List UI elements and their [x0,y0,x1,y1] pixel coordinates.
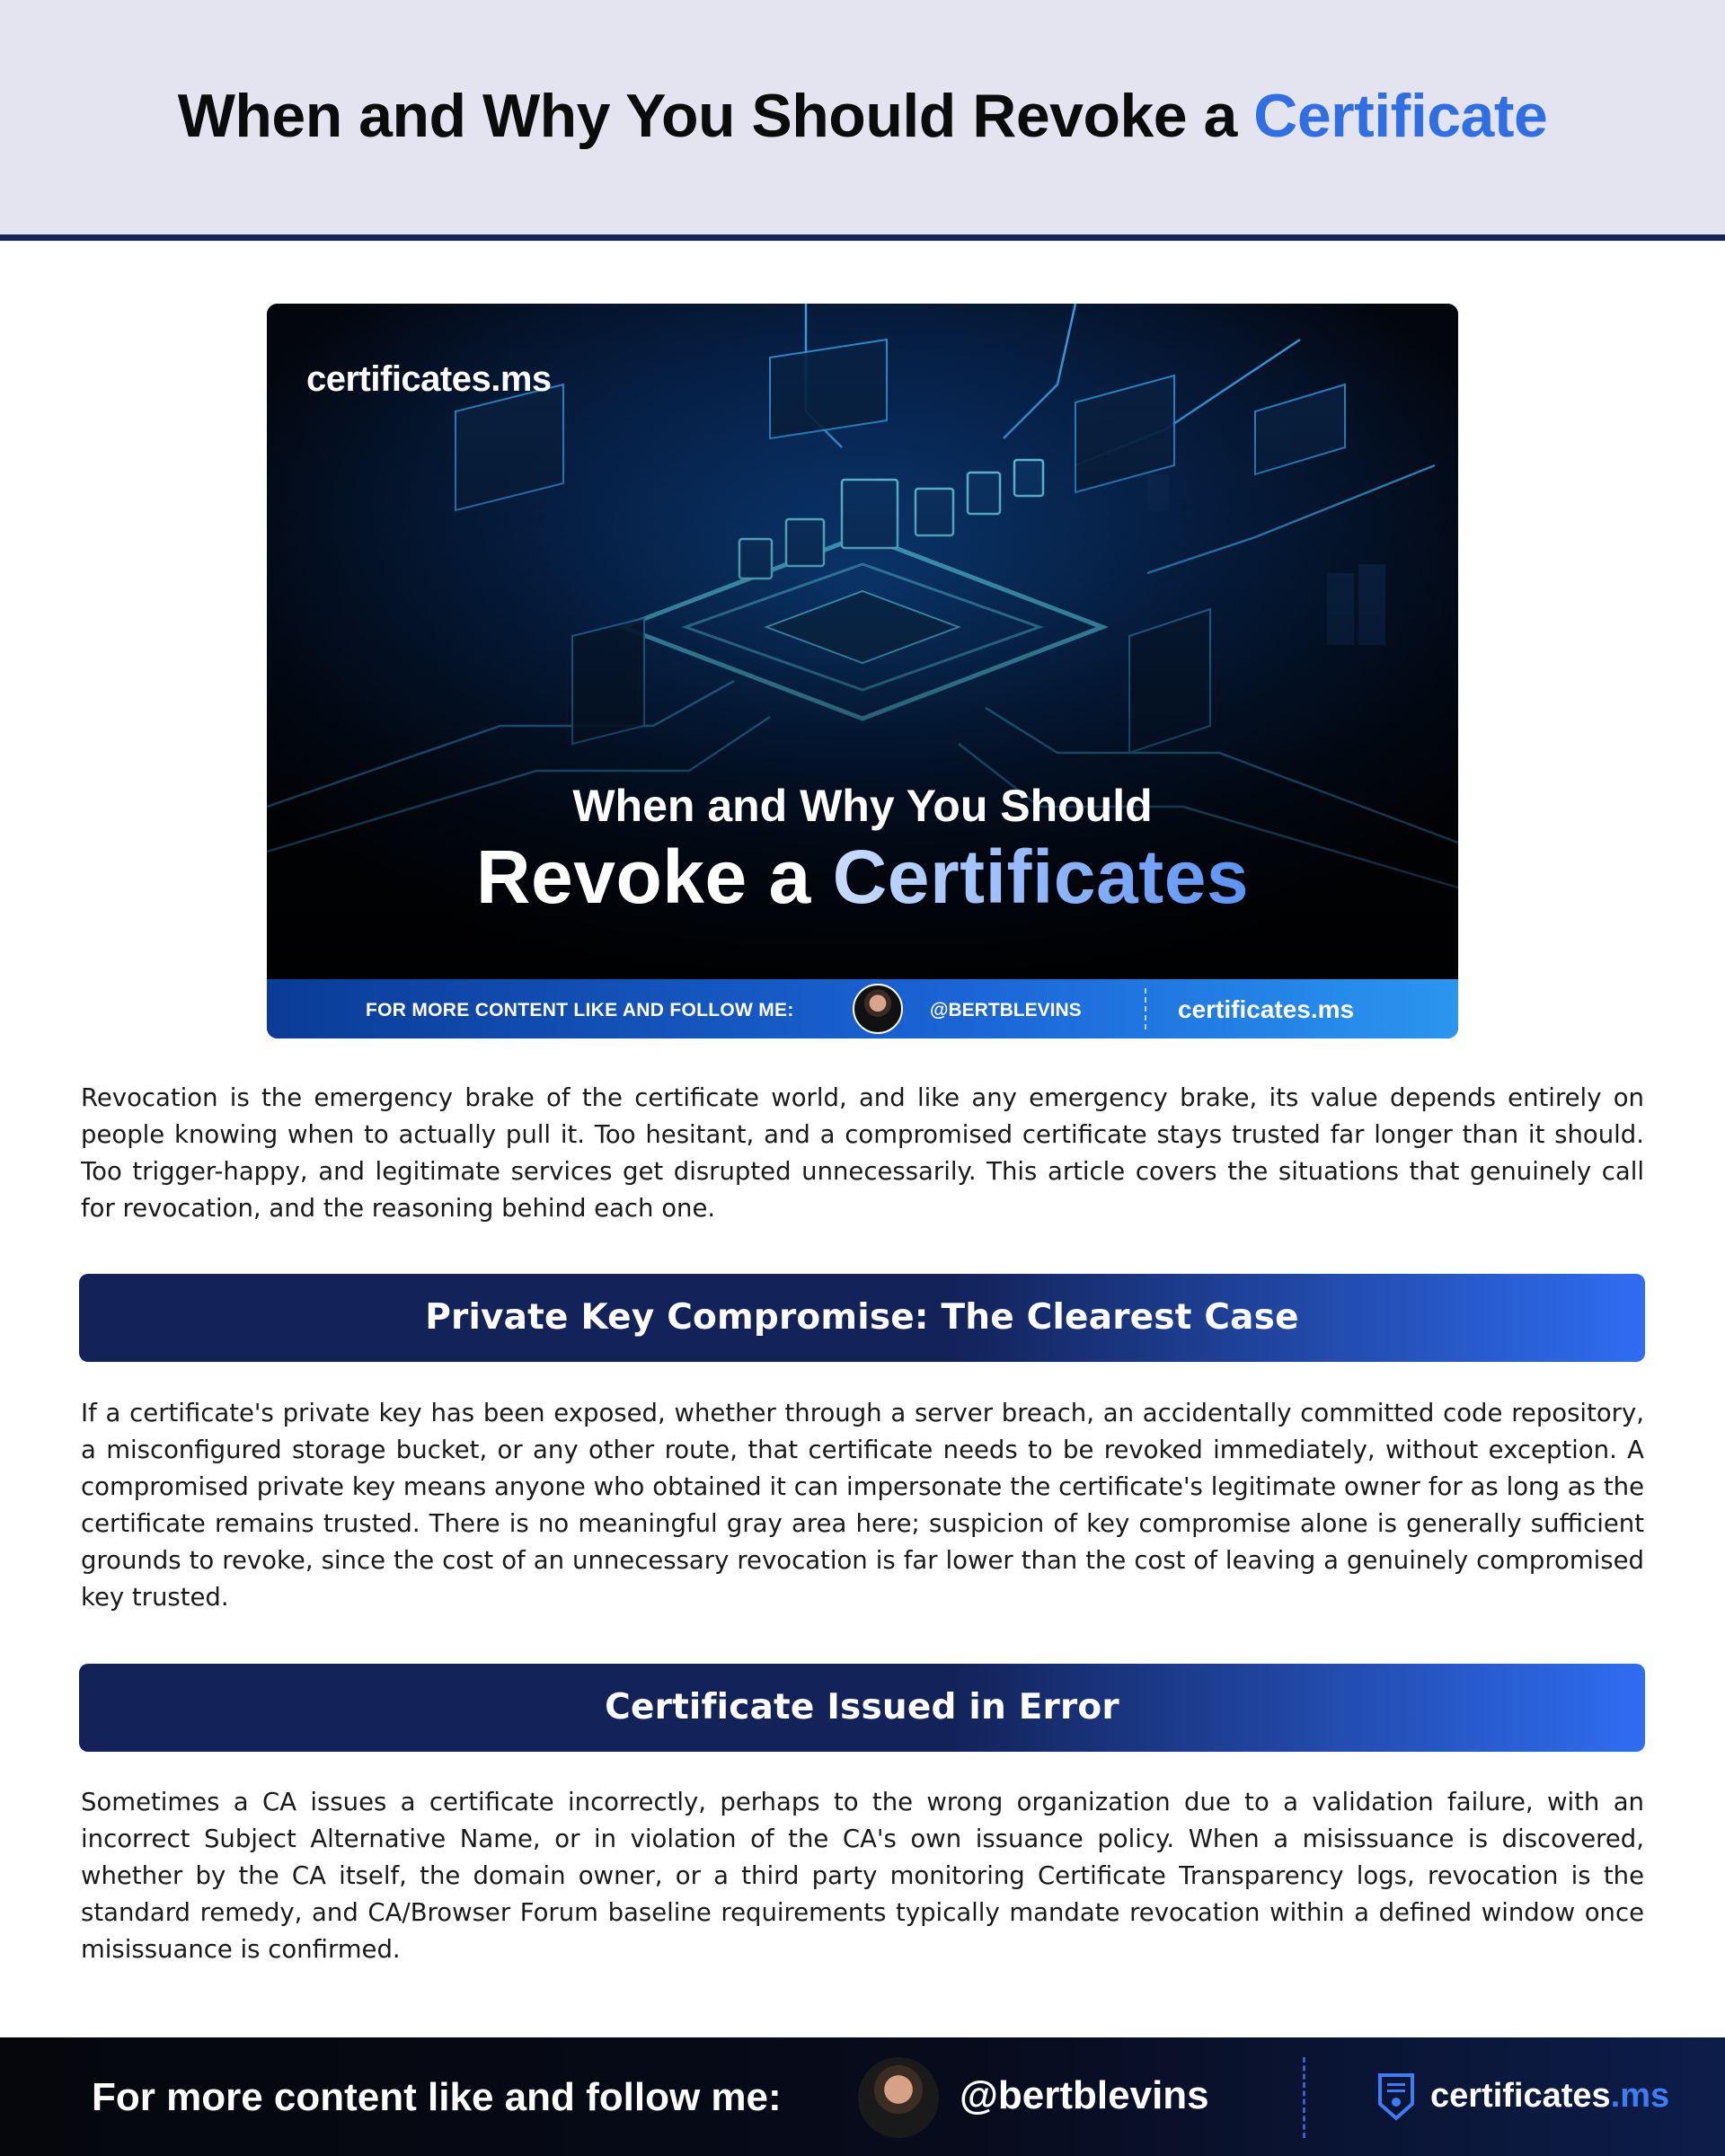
footer-brand-link[interactable] [1430,2077,1669,2116]
page-title-accent: Certificate [1253,82,1548,150]
footer-brand-prefix: certificates [1430,2077,1611,2115]
hero-bar-divider [1145,988,1146,1029]
intro-paragraph: Revocation is the emergency brake of the certificate world, and like any emergency brake, its value depends entirely on people knowing when to actually pull it. Too hesitant, and a compromised certificate stays trusted far longer than it should. Too trigger-happy, and legitimate services get disrupted unnecessarily. This article covers the situations that genuinely call for revocation, and the reasoning behind each one. [81,1083,1644,1223]
section-heading: Certificate Issued in Error [605,1687,1119,1727]
hero-follow-cta: FOR MORE CONTENT LIKE AND FOLLOW ME: [366,1000,794,1021]
page-header [0,0,1725,241]
section-body-issued-in-error: Sometimes a CA issues a certificate incorrectly, perhaps to the wrong organization due to a validation failure, with an incorrect Subject Alternative Name, or in violation of the CA's own issuance policy. When a misissuance is discovered, whether by the CA itself, the domain owner, or a third party monitoring Certificate Transparency logs, revocation is the standard remedy, and CA/Browser Forum baseline requirements typically mandate revocation within a defined window once misissuance is confirmed. [81,1788,1644,1964]
section-body-key-compromise: If a certificate's private key has been exposed, whether through a server breach, an accidentally committed code repository, a misconfigured storage bucket, or any other route, that certificate needs to be revoked immediately, without exception. A compromised private key means anyone who obtained it can impersonate the certificate's legitimate owner for as long as the certificate remains trusted. There is no meaningful gray area here; suspicion of key compromise alone is generally sufficient grounds to revoke, since the cost of an unnecessary revocation is far lower than the cost of leaving a genuinely compromised key trusted. [81,1399,1644,1612]
footer-handle-link[interactable]: @bertblevins [960,2073,1209,2117]
shield-certificate-icon [1376,2072,1416,2122]
section-banner-issued-in-error [79,1664,1645,1752]
section-banner-key-compromise [79,1274,1645,1362]
hero-headline-line2 [267,834,1458,921]
avatar [858,2057,939,2138]
page-footer [0,2037,1725,2156]
footer-follow-cta: For more content like and follow me: [92,2075,782,2119]
hero-headline-prefix: Revoke a [475,835,811,919]
hero-headline-line1: When and Why You Should [572,781,1153,831]
hero-banner-image [267,304,1458,1038]
page-title [0,79,1725,153]
hero-handle: @BERTBLEVINS [930,1000,1082,1021]
footer-brand-suffix: .ms [1610,2077,1670,2115]
section-heading: Private Key Compromise: The Clearest Case [425,1297,1299,1338]
avatar [853,984,903,1034]
hero-headline-accent: Certificates [832,835,1250,919]
footer-divider [1303,2057,1305,2138]
hero-logo: certificates.ms [306,359,552,399]
hero-follow-bar [267,979,1458,1038]
hero-bar-brand: certificates.ms [1178,995,1355,1023]
page-title-prefix: When and Why You Should Revoke a [177,82,1237,150]
